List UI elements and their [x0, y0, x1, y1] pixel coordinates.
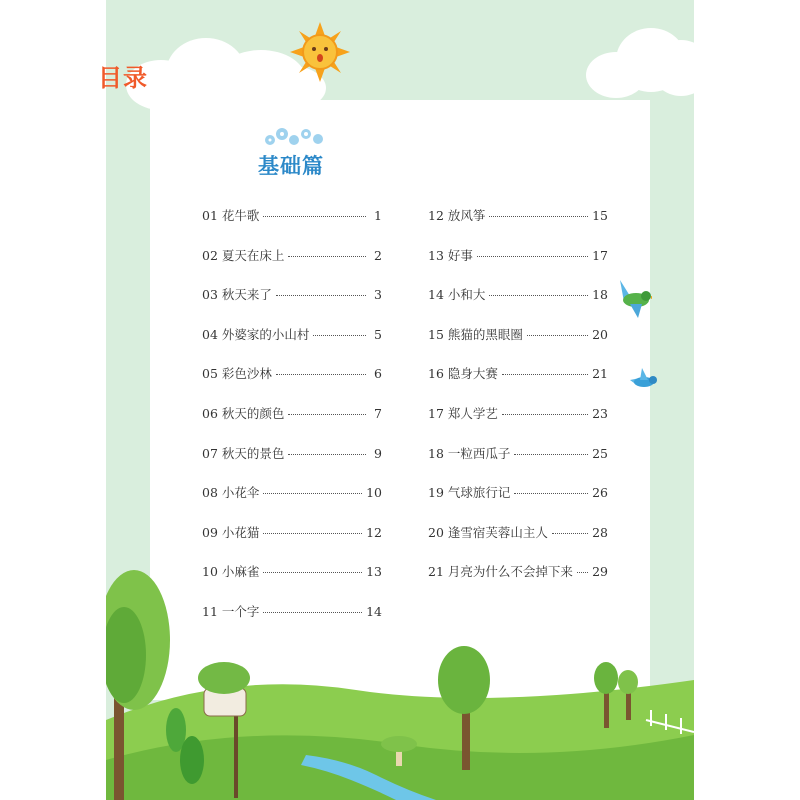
dot-leader: [263, 493, 362, 494]
toc-entry-title: 08 小花伞: [202, 485, 260, 501]
toc-entry-page: 12: [366, 524, 382, 540]
toc-entry[interactable]: [202, 483, 382, 506]
dot-leader: [477, 256, 588, 257]
toc-entry-title: 11 一个字: [202, 603, 260, 619]
flower-decoration-icon: [260, 126, 330, 150]
toc-entry-page: 28: [592, 524, 608, 540]
toc-entry[interactable]: [202, 285, 382, 308]
dot-leader: [502, 414, 588, 415]
toc-entry[interactable]: [202, 444, 382, 467]
toc-right-column: [428, 206, 608, 602]
dot-leader: [276, 295, 366, 296]
page-title: 目录: [98, 64, 148, 92]
dot-leader: [489, 295, 588, 296]
toc-entry-title: 10 小麻雀: [202, 564, 260, 580]
toc-entry-page: 20: [592, 326, 608, 342]
toc-entry[interactable]: [428, 285, 608, 308]
toc-entry[interactable]: [428, 444, 608, 467]
bird-icon: [616, 276, 652, 320]
toc-entry[interactable]: [428, 483, 608, 506]
toc-entry-page: 25: [592, 445, 608, 461]
toc-entry[interactable]: [202, 404, 382, 427]
toc-entry-page: 15: [592, 208, 608, 223]
toc-entry-title: 13 好事: [428, 247, 473, 263]
toc-entry-title: 06 秋天的颜色: [202, 405, 285, 421]
dot-leader: [288, 256, 366, 257]
toc-entry-page: 13: [366, 564, 382, 580]
toc-entry[interactable]: [428, 404, 608, 427]
toc-entry-page: 10: [366, 485, 382, 501]
dot-leader: [313, 335, 366, 336]
dot-leader: [288, 454, 366, 455]
dot-leader: [527, 335, 588, 336]
dot-leader: [514, 454, 588, 455]
section-title: 基础篇: [258, 154, 324, 178]
toc-entry-page: 14: [366, 603, 382, 619]
toc-entry-title: 18 一粒西瓜子: [428, 445, 511, 461]
toc-entry-page: 18: [592, 287, 608, 303]
toc-entry-page: 17: [592, 247, 608, 263]
toc-entry-title: 01 花牛歌: [202, 208, 260, 223]
toc-entry-page: 29: [592, 564, 608, 580]
dot-leader: [502, 374, 588, 375]
toc-entry-page: 6: [374, 366, 382, 382]
dot-leader: [276, 374, 366, 375]
toc-entry[interactable]: [202, 364, 382, 387]
toc-entry[interactable]: [428, 364, 608, 387]
toc-entry[interactable]: [428, 325, 608, 348]
toc-entry[interactable]: [428, 206, 608, 229]
toc-entry[interactable]: [202, 206, 382, 229]
toc-entry[interactable]: [428, 246, 608, 269]
toc-entry-title: 17 郑人学艺: [428, 405, 498, 421]
toc-entry-page: 23: [592, 405, 608, 421]
toc-entry-page: 3: [374, 287, 382, 303]
toc-entry-title: 12 放风筝: [428, 208, 486, 223]
dot-leader: [288, 414, 366, 415]
toc-entry-page: 1: [374, 208, 382, 223]
toc-entry-page: 26: [592, 485, 608, 501]
dot-leader: [514, 493, 588, 494]
toc-entry-title: 14 小和大: [428, 287, 486, 303]
toc-entry-page: 9: [374, 445, 382, 461]
toc-entry[interactable]: [428, 523, 608, 546]
toc-entry-title: 04 外婆家的小山村: [202, 326, 310, 342]
toc-entry-title: 03 秋天来了: [202, 287, 272, 303]
toc-entry-page: 21: [592, 366, 608, 382]
dot-leader: [552, 533, 588, 534]
toc-entry-title: 20 逢雪宿芙蓉山主人: [428, 524, 548, 540]
toc-entry-title: 05 彩色沙林: [202, 366, 272, 382]
small-bird-icon: [628, 366, 658, 398]
toc-entry[interactable]: [202, 325, 382, 348]
toc-entry-title: 16 隐身大赛: [428, 366, 498, 382]
toc-entry-title: 21 月亮为什么不会掉下来: [428, 564, 573, 580]
toc-entry[interactable]: [202, 523, 382, 546]
dot-leader: [263, 533, 362, 534]
meadow-scenery: [106, 560, 694, 800]
toc-entry-title: 09 小花猫: [202, 524, 260, 540]
dot-leader: [489, 216, 588, 217]
toc-entry-page: 7: [374, 405, 382, 421]
sun-icon: [290, 22, 350, 82]
dot-leader: [263, 216, 366, 217]
toc-entry-page: 2: [374, 247, 382, 263]
toc-entry[interactable]: [202, 246, 382, 269]
toc-entry-page: 5: [374, 326, 382, 342]
toc-entry-title: 19 气球旅行记: [428, 485, 511, 501]
toc-entry-title: 07 秋天的景色: [202, 445, 285, 461]
toc-entry-title: 02 夏天在床上: [202, 247, 285, 263]
toc-entry-title: 15 熊猫的黑眼圈: [428, 326, 523, 342]
